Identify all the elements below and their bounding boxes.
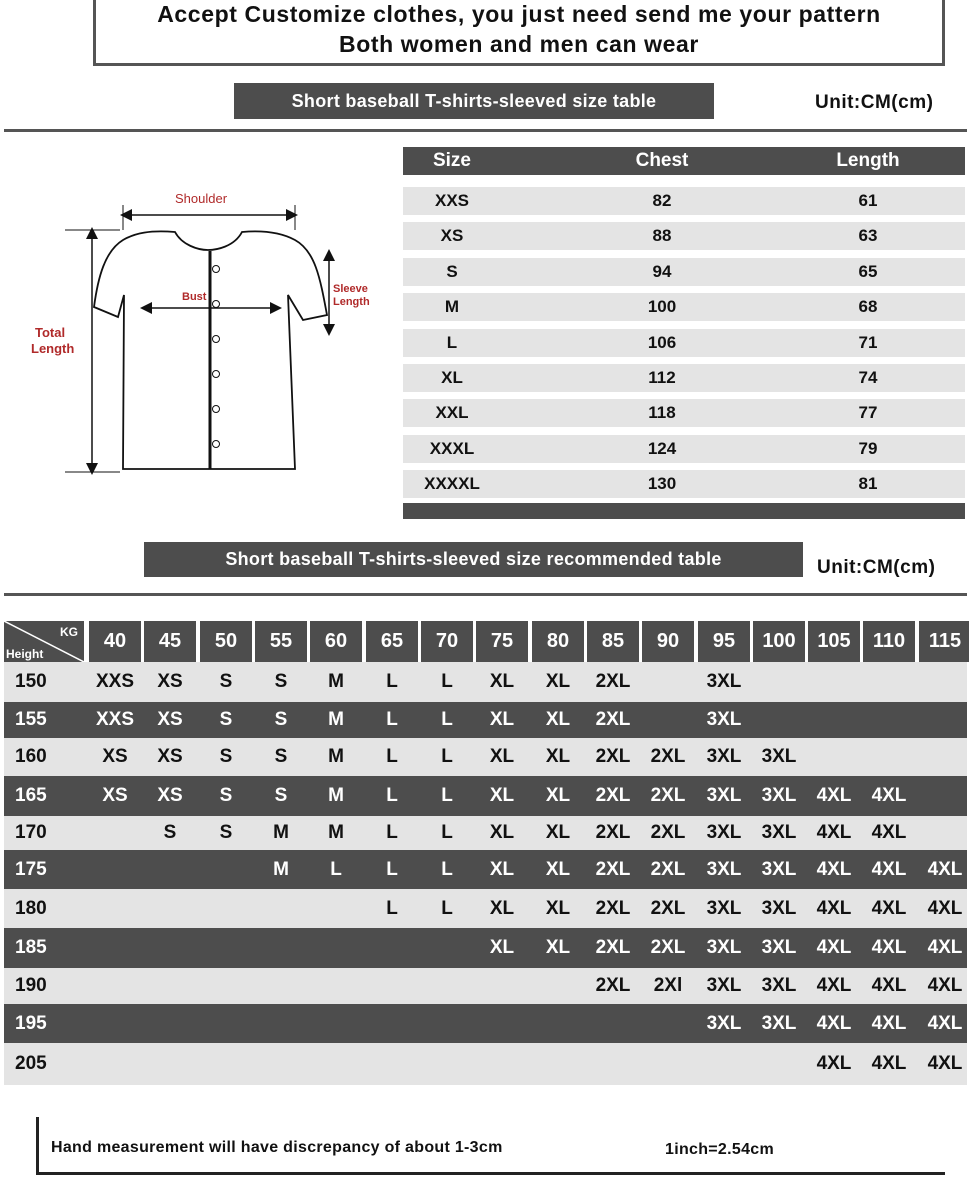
- size-cell: XXXXL: [424, 474, 480, 493]
- size-recommendation-cell: XL: [489, 897, 515, 919]
- size-recommendation-cell: [917, 816, 969, 850]
- size-recommendation-cell: 4XL: [871, 785, 907, 806]
- size-cell: XS: [440, 226, 464, 245]
- size-recommendation-cell: [585, 1043, 641, 1085]
- size-recommendation-cell: [364, 928, 420, 968]
- size-recommendation-cell: 2XL: [595, 937, 631, 958]
- chest-cell: 88: [652, 226, 672, 245]
- length-cell: 63: [858, 226, 878, 245]
- size-recommendation-cell: [253, 928, 309, 968]
- size-recommendation-cell: 2XL: [650, 897, 686, 919]
- chest-cell: 112: [648, 368, 676, 387]
- size-recommendation-cell: [142, 1004, 198, 1043]
- size-recommendation-cell: XL: [545, 937, 571, 958]
- size-recommendation-cell: M: [328, 671, 344, 692]
- size-recommendation-cell: [142, 889, 198, 928]
- size-table-footer-bar: [403, 503, 965, 519]
- height-cell: 155: [15, 709, 47, 730]
- size-recommendation-cell: [751, 702, 807, 738]
- length-cell: 74: [858, 368, 878, 387]
- height-cell: 190: [15, 975, 47, 996]
- size-recommendation-cell: [751, 1043, 807, 1085]
- weight-header-cell: 75: [476, 621, 528, 662]
- size-recommendation-cell: [142, 850, 198, 889]
- size-recommendation-cell: [917, 776, 969, 816]
- size-recommendation-cell: [640, 1043, 696, 1085]
- size-recommendation-cell: 4XL: [816, 1012, 852, 1034]
- size-recommendation-cell: [474, 1004, 530, 1043]
- header-length: Length: [836, 150, 900, 171]
- sleeve-label: Sleeve: [333, 283, 368, 295]
- size-recommendation-cell: 2XL: [595, 975, 631, 996]
- size-recommendation-cell: L: [386, 822, 398, 843]
- size-recommendation-cell: 4XL: [927, 897, 963, 919]
- size-recommendation-cell: [806, 738, 862, 776]
- size-recommendation-cell: M: [328, 822, 344, 843]
- chest-cell: 94: [652, 262, 672, 281]
- size-recommendation-cell: XL: [545, 858, 571, 880]
- size-recommendation-cell: [917, 702, 969, 738]
- length-cell: 68: [858, 297, 878, 316]
- recommend-row: [4, 702, 967, 738]
- size-recommendation-cell: M: [328, 785, 344, 806]
- size-recommendation-cell: 4XL: [816, 858, 852, 880]
- shoulder-label: Shoulder: [175, 191, 228, 206]
- size-recommendation-cell: 4XL: [871, 937, 907, 958]
- size-recommendation-cell: [87, 889, 143, 928]
- size-table-unit: Unit:CM(cm): [815, 92, 934, 113]
- size-recommendation-cell: L: [441, 897, 453, 919]
- size-recommendation-cell: [530, 1043, 586, 1085]
- size-recommendation-cell: 3XL: [761, 1012, 797, 1034]
- size-recommendation-cell: [696, 1043, 752, 1085]
- size-recommendation-cell: XS: [102, 746, 128, 767]
- total-label: Total: [35, 325, 66, 340]
- size-recommendation-cell: [87, 968, 143, 1004]
- size-recommendation-cell: [198, 1043, 254, 1085]
- size-table-row: [403, 470, 965, 498]
- weight-header-cell: 85: [587, 621, 639, 662]
- size-recommendation-cell: 2XL: [650, 746, 686, 767]
- size-recommendation-cell: XL: [489, 822, 515, 843]
- inch-conversion: 1inch=2.54cm: [665, 1141, 774, 1158]
- size-recommendation-cell: [640, 662, 696, 702]
- size-recommendation-cell: [198, 850, 254, 889]
- size-recommendation-cell: 4XL: [871, 1012, 907, 1034]
- size-table-header: [403, 147, 965, 175]
- size-recommendation-cell: [861, 662, 917, 702]
- size-recommendation-cell: [253, 889, 309, 928]
- weight-header-cell: 110: [863, 621, 915, 662]
- size-cell: XXXL: [429, 439, 475, 458]
- size-cell: M: [444, 297, 460, 316]
- shirt-diagram: [20, 185, 390, 490]
- size-recommendation-cell: [253, 968, 309, 1004]
- size-recommendation-cell: [308, 928, 364, 968]
- size-recommendation-cell: [142, 1043, 198, 1085]
- size-recommendation-cell: XL: [489, 671, 515, 692]
- weight-header-cell: 80: [532, 621, 584, 662]
- corner-kg-label: KG: [60, 625, 78, 639]
- size-recommendation-cell: 3XL: [706, 746, 742, 767]
- weight-header-cell: 40: [89, 621, 141, 662]
- size-recommendation-cell: [87, 1004, 143, 1043]
- size-recommendation-cell: [917, 662, 969, 702]
- size-table-row: [403, 329, 965, 357]
- size-recommendation-cell: 2XL: [650, 785, 686, 806]
- size-recommendation-cell: 4XL: [927, 975, 963, 996]
- size-recommendation-cell: [198, 1004, 254, 1043]
- size-recommendation-cell: [806, 702, 862, 738]
- size-recommendation-cell: S: [219, 822, 233, 843]
- header-size: Size: [432, 150, 472, 171]
- recommend-row: [4, 816, 967, 850]
- size-recommendation-cell: 2XL: [595, 822, 631, 843]
- weight-header-cell: 50: [200, 621, 252, 662]
- chest-cell: 106: [647, 333, 677, 352]
- size-recommendation-cell: S: [219, 785, 233, 806]
- corner-height-label: Height: [6, 647, 44, 661]
- size-recommendation-cell: 3XL: [761, 746, 797, 767]
- weight-header-cell: 55: [255, 621, 307, 662]
- size-recommendation-cell: XL: [545, 709, 571, 730]
- size-recommendation-cell: XL: [489, 709, 515, 730]
- size-recommendation-cell: [917, 738, 969, 776]
- header-chest: Chest: [635, 150, 689, 171]
- size-recommendation-cell: 4XL: [871, 1053, 907, 1074]
- recommend-row: [4, 889, 967, 928]
- size-recommendation-cell: 2XL: [595, 785, 631, 806]
- size-table-row: [403, 258, 965, 286]
- size-recommendation-cell: L: [441, 858, 453, 880]
- size-recommendation-cell: 2XL: [650, 858, 686, 880]
- size-recommendation-cell: S: [274, 709, 288, 730]
- chest-cell: 124: [647, 439, 677, 458]
- size-recommendation-cell: [198, 968, 254, 1004]
- height-cell: 195: [15, 1012, 47, 1034]
- weight-header-cell: 115: [919, 621, 969, 662]
- size-recommendation-cell: [474, 968, 530, 1004]
- size-recommendation-cell: L: [441, 709, 453, 730]
- size-recommendation-cell: 2XL: [650, 822, 686, 843]
- size-recommendation-cell: XS: [102, 785, 128, 806]
- size-recommendation-cell: [640, 702, 696, 738]
- size-recommendation-cell: [87, 816, 143, 850]
- size-cell: XXS: [434, 191, 470, 210]
- size-recommendation-cell: L: [441, 671, 453, 692]
- size-cell: XXL: [435, 403, 469, 422]
- size-recommendation-cell: [198, 928, 254, 968]
- size-recommendation-cell: 4XL: [871, 858, 907, 880]
- size-recommendation-cell: M: [328, 746, 344, 767]
- size-recommendation-cell: 4XL: [871, 975, 907, 996]
- size-recommendation-cell: [87, 928, 143, 968]
- size-recommendation-cell: [142, 928, 198, 968]
- size-table-row: [403, 364, 965, 392]
- size-recommendation-cell: [419, 928, 475, 968]
- size-recommendation-cell: 2XL: [595, 671, 631, 692]
- size-recommendation-cell: L: [386, 858, 398, 880]
- size-recommendation-cell: XL: [545, 822, 571, 843]
- size-recommendation-cell: [364, 1043, 420, 1085]
- size-recommendation-cell: S: [274, 671, 288, 692]
- size-recommendation-cell: L: [441, 746, 453, 767]
- size-recommendation-cell: [419, 968, 475, 1004]
- height-cell: 205: [15, 1053, 47, 1074]
- size-recommendation-cell: 2XL: [595, 858, 631, 880]
- size-table-row: [403, 293, 965, 321]
- size-recommendation-cell: [419, 1004, 475, 1043]
- section-divider: [4, 129, 967, 132]
- recommend-row: [4, 776, 967, 816]
- height-cell: 175: [15, 858, 47, 880]
- length-cell: 65: [858, 262, 878, 281]
- size-recommendation-cell: 3XL: [706, 937, 742, 958]
- chest-cell: 82: [652, 191, 672, 210]
- size-recommendation-cell: [87, 850, 143, 889]
- height-cell: 180: [15, 897, 47, 919]
- size-recommendation-cell: XXS: [95, 709, 135, 730]
- shirt-outline-icon: [20, 185, 390, 490]
- size-recommendation-cell: XL: [545, 746, 571, 767]
- size-recommendation-cell: 3XL: [706, 1012, 742, 1034]
- size-recommendation-cell: [87, 1043, 143, 1085]
- weight-header-cell: 105: [808, 621, 860, 662]
- weight-header-cell: 70: [421, 621, 473, 662]
- length-cell: 61: [858, 191, 878, 210]
- size-recommendation-cell: M: [328, 709, 344, 730]
- recommend-row: [4, 1043, 967, 1085]
- recommend-row: [4, 850, 967, 889]
- height-cell: 160: [15, 746, 47, 767]
- size-recommendation-cell: S: [219, 671, 233, 692]
- size-recommendation-cell: 4XL: [816, 785, 852, 806]
- table-corner-cell: [4, 621, 84, 662]
- size-recommendation-cell: S: [163, 822, 177, 843]
- length-cell: 81: [858, 474, 878, 493]
- size-recommendation-cell: L: [441, 785, 453, 806]
- size-recommendation-cell: 3XL: [706, 897, 742, 919]
- size-recommendation-cell: [364, 1004, 420, 1043]
- length-cell: 71: [858, 333, 878, 352]
- size-recommendation-cell: 4XL: [816, 897, 852, 919]
- height-cell: 185: [15, 937, 47, 958]
- size-recommendation-cell: XL: [545, 671, 571, 692]
- header-line-2: Both women and men can wear: [339, 31, 699, 57]
- size-table-row: [403, 187, 965, 215]
- recommend-table-banner: Short baseball T-shirts-sleeved size recommended table: [144, 542, 803, 577]
- recommend-row: [4, 968, 967, 1004]
- size-recommendation-cell: XXS: [95, 671, 135, 692]
- size-table-row: [403, 399, 965, 427]
- size-recommendation-cell: 4XL: [871, 822, 907, 843]
- size-recommendation-cell: [308, 1004, 364, 1043]
- size-recommendation-cell: L: [386, 709, 398, 730]
- section-divider: [4, 593, 967, 596]
- size-recommendation-cell: [308, 968, 364, 1004]
- weight-header-cell: 65: [366, 621, 418, 662]
- recommend-row: [4, 928, 967, 968]
- size-recommendation-cell: [364, 968, 420, 1004]
- size-recommendation-cell: 3XL: [706, 822, 742, 843]
- size-recommendation-cell: 2XL: [595, 746, 631, 767]
- size-recommendation-cell: 2XL: [595, 897, 631, 919]
- length-cell: 79: [858, 439, 878, 458]
- weight-header-cell: 95: [698, 621, 750, 662]
- size-recommendation-cell: [806, 662, 862, 702]
- size-recommendation-cell: [253, 1043, 309, 1085]
- size-recommendation-cell: [142, 968, 198, 1004]
- recommend-row: [4, 738, 967, 776]
- size-recommendation-cell: 3XL: [706, 671, 742, 692]
- size-recommendation-cell: XS: [157, 785, 183, 806]
- size-recommendation-cell: S: [274, 746, 288, 767]
- size-recommendation-cell: [253, 1004, 309, 1043]
- measurement-note: Hand measurement will have discrepancy of about 1-3cm: [51, 1139, 503, 1156]
- size-recommendation-cell: 3XL: [761, 785, 797, 806]
- weight-header-cell: 90: [642, 621, 694, 662]
- size-recommendation-cell: [308, 889, 364, 928]
- size-recommendation-cell: 3XL: [706, 785, 742, 806]
- size-recommendation-cell: [308, 1043, 364, 1085]
- size-recommendation-cell: L: [441, 822, 453, 843]
- size-recommendation-cell: L: [330, 858, 342, 880]
- size-recommendation-cell: [640, 1004, 696, 1043]
- size-cell: XL: [441, 368, 463, 387]
- weight-header-cell: 60: [310, 621, 362, 662]
- size-recommendation-cell: 2XL: [650, 937, 686, 958]
- size-recommendation-cell: 4XL: [816, 822, 852, 843]
- size-recommendation-cell: M: [273, 858, 289, 880]
- size-recommendation-cell: S: [274, 785, 288, 806]
- recommend-table-unit: Unit:CM(cm): [817, 557, 936, 578]
- size-recommendation-cell: 4XL: [927, 1053, 963, 1074]
- size-recommendation-cell: [530, 968, 586, 1004]
- size-recommendation-cell: 4XL: [871, 897, 907, 919]
- header-line-1: Accept Customize clothes, you just need send me your pattern: [157, 1, 881, 27]
- size-table-row: [403, 222, 965, 250]
- size-recommendation-cell: 4XL: [927, 937, 963, 958]
- height-cell: 165: [15, 785, 47, 806]
- recommend-row: [4, 1004, 967, 1043]
- size-recommendation-cell: 4XL: [816, 937, 852, 958]
- weight-header-cell: 45: [144, 621, 196, 662]
- recommend-row: [4, 662, 967, 702]
- size-recommendation-cell: [198, 889, 254, 928]
- total-length-label: Length: [31, 341, 75, 356]
- size-recommendation-cell: 3XL: [761, 975, 797, 996]
- sleeve-length-label: Length: [333, 296, 370, 308]
- height-cell: 170: [15, 822, 47, 843]
- size-recommendation-cell: XL: [545, 785, 571, 806]
- size-recommendation-cell: [419, 1043, 475, 1085]
- size-cell: L: [446, 333, 458, 352]
- chest-cell: 100: [647, 297, 677, 316]
- size-recommendation-cell: 3XL: [706, 709, 742, 730]
- size-recommendation-cell: [474, 1043, 530, 1085]
- size-cell: S: [446, 262, 458, 281]
- size-recommendation-cell: 2XL: [595, 709, 631, 730]
- size-recommendation-cell: XS: [157, 709, 183, 730]
- size-recommendation-cell: L: [386, 785, 398, 806]
- size-recommendation-cell: [861, 738, 917, 776]
- size-recommendation-cell: XL: [489, 858, 515, 880]
- height-cell: 150: [15, 671, 47, 692]
- size-recommendation-cell: 3XL: [761, 858, 797, 880]
- size-recommendation-cell: S: [219, 709, 233, 730]
- size-recommendation-cell: 3XL: [706, 975, 742, 996]
- chest-cell: 118: [648, 403, 676, 422]
- size-recommendation-cell: XL: [489, 785, 515, 806]
- size-recommendation-cell: [530, 1004, 586, 1043]
- size-recommendation-cell: XL: [489, 937, 515, 958]
- size-recommendation-cell: 3XL: [761, 822, 797, 843]
- size-recommendation-cell: XS: [157, 671, 183, 692]
- size-recommendation-cell: L: [386, 671, 398, 692]
- size-recommendation-cell: 4XL: [816, 1053, 852, 1074]
- size-recommendation-cell: XL: [489, 746, 515, 767]
- size-recommendation-cell: 4XL: [927, 1012, 963, 1034]
- size-recommendation-cell: L: [386, 746, 398, 767]
- size-recommendation-cell: XS: [157, 746, 183, 767]
- size-table-row: [403, 435, 965, 463]
- size-recommendation-cell: XL: [545, 897, 571, 919]
- bust-label: Bust: [182, 291, 207, 303]
- size-table-banner: Short baseball T-shirts-sleeved size table: [234, 83, 714, 119]
- size-recommendation-cell: 3XL: [761, 897, 797, 919]
- size-recommendation-cell: L: [386, 897, 398, 919]
- size-recommendation-cell: 3XL: [706, 858, 742, 880]
- size-recommendation-cell: 4XL: [816, 975, 852, 996]
- size-recommendation-cell: 2Xl: [653, 975, 683, 996]
- size-recommendation-cell: [861, 702, 917, 738]
- size-recommendation-cell: S: [219, 746, 233, 767]
- chest-cell: 130: [647, 474, 677, 493]
- weight-header-cell: 100: [753, 621, 805, 662]
- length-cell: 77: [858, 403, 878, 422]
- size-recommendation-cell: [585, 1004, 641, 1043]
- size-recommendation-cell: M: [273, 822, 289, 843]
- size-recommendation-cell: 3XL: [761, 937, 797, 958]
- size-recommendation-cell: 4XL: [927, 858, 963, 880]
- size-recommendation-cell: [751, 662, 807, 702]
